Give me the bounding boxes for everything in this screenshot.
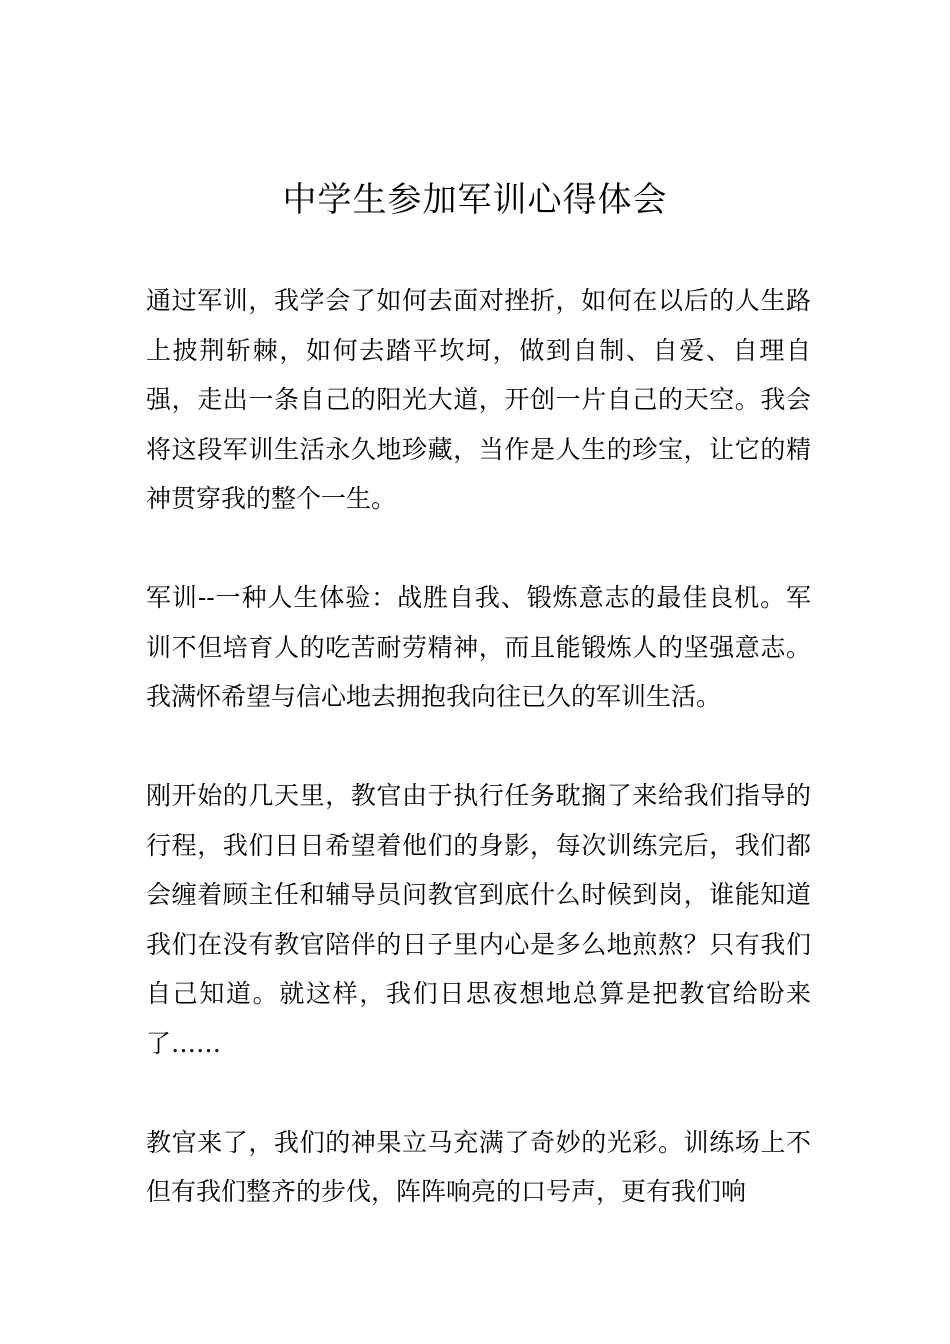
document-body bbox=[146, 276, 811, 1217]
paragraph-4: 教官来了，我们的神果立马充满了奇妙的光彩。训练场上不但有我们整齐的步伐，阵阵响亮的口号声，更有我们响 bbox=[146, 1127, 811, 1206]
paragraph-1: 通过军训，我学会了如何去面对挫折，如何在以后的人生路上披荆斩棘，如何去踏平坎坷，做到自制、自爱、自理自强，走出一条自己的阳光大道，开创一片自己的天空。我会将这段军训生活永久地珍藏，当作是人生的珍宝，让它的精神贯穿我的整个一生。 bbox=[146, 286, 811, 513]
document-title: 中学生参加军训心得体会 bbox=[282, 180, 668, 220]
paragraph-3: 刚开始的几天里，教官由于执行任务耽搁了来给我们指导的行程，我们日日希望着他们的身影，每次训练完后，我们都会缠着顾主任和辅导员问教官到底什么时候到岗，谁能知道我们在没有教官陪伴的日子里内心是多么地煎熬？只有我们自己知道。就这样，我们日思夜想地总算是把教官给盼来了…… bbox=[146, 781, 811, 1058]
paragraph-2: 军训--一种人生体验：战胜自我、锻炼意志的最佳良机。军训不但培育人的吃苦耐劳精神，而且能锻炼人的坚强意志。我满怀希望与信心地去拥抱我向往已久的军训生活。 bbox=[146, 583, 811, 711]
